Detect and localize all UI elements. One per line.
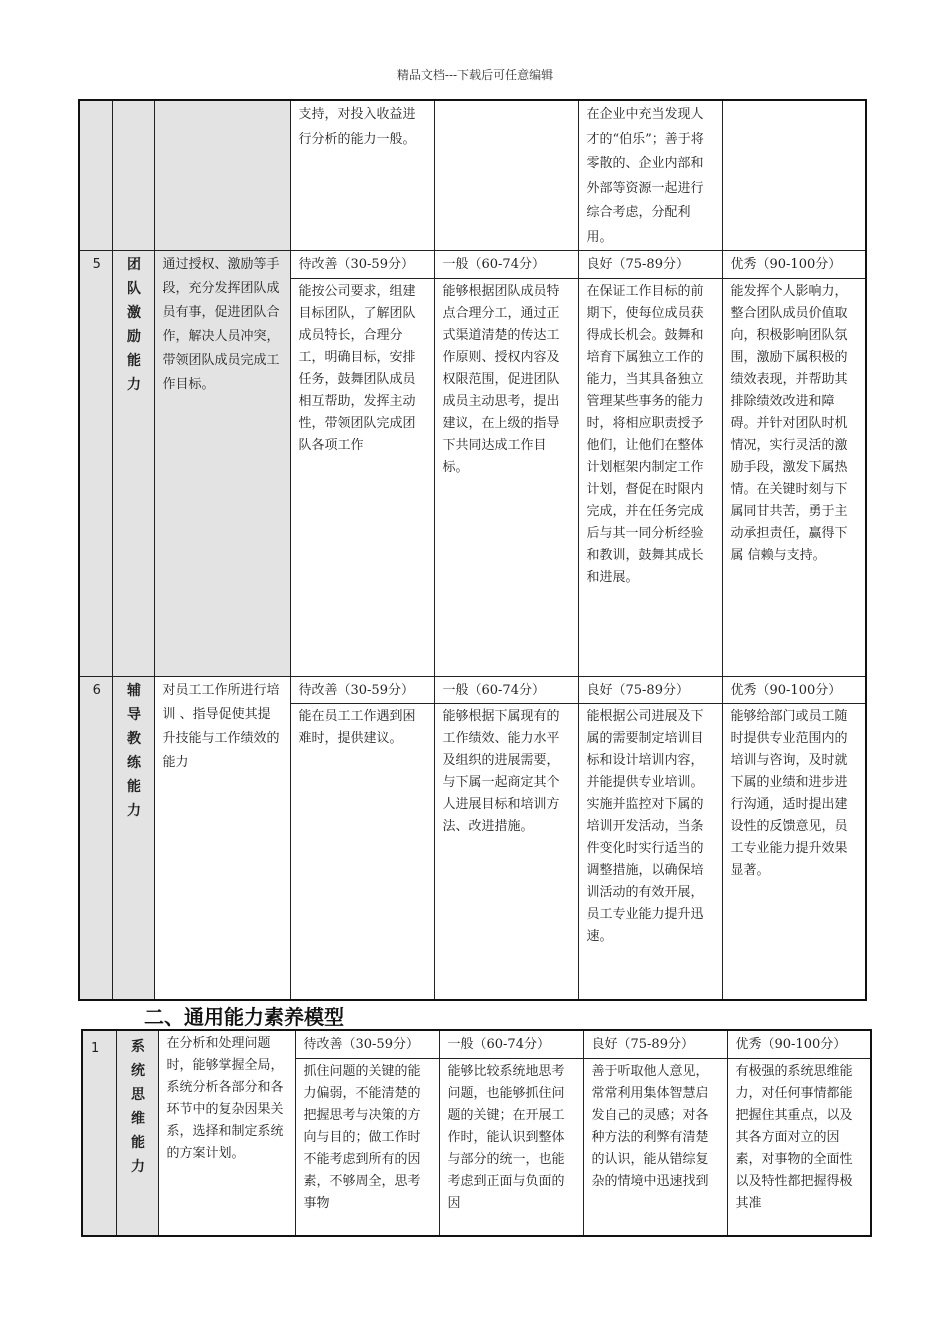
level-cell-general: 能够根据团队成员特点合理分工，通过正式渠道清楚的传达工作原则、授权内容及权限范围，促进团队成员主动思考，提出建议，在上级的指导下共同达成工作目标。 <box>434 278 578 676</box>
competency-name: 辅导教练能力 <box>112 676 154 1000</box>
section-title: 二、通用能力素养模型 <box>144 1005 344 1029</box>
level-cell-general: 能够比较系统地思考问题，也能够抓住问题的关键；在开展工作时，能认识到整体与部分的统一，也能考虑到正面与负面的因 <box>439 1058 583 1236</box>
competency-description: 通过授权、激励等手段，充分发挥团队成员有事，促进团队合作，解决人员冲突，带领团队成员完成工作目标。 <box>154 251 290 677</box>
level-cell-good: 能根据公司进展及下属的需要制定培训目标和设计培训内容，并能提供专业培训。实施并监控对下属的培训开发活动，当条件变化时实行适当的调整措施，以确保培训活动的有效开展，员工专业能力提升迅速。 <box>578 704 722 1000</box>
level-cell-general: 能够根据下属现有的工作绩效、能力水平及组织的进展需要，与下属一起商定其个人进展目标和培训方法、改进措施。 <box>434 704 578 1000</box>
level-cell-fair: 能在员工工作遇到困难时，提供建议。 <box>290 704 434 1000</box>
table-row-header <box>79 676 866 704</box>
level-cell-excellent: 能够给部门或员工随时提供专业范围内的培训与咨询，及时就下属的业绩和进步进行沟通，适时提出建设性的反馈意见，员工专业能力提升效果显著。 <box>722 704 866 1000</box>
description-cell <box>154 100 290 251</box>
level-header-general: 一般（60-74分） <box>434 251 578 279</box>
level-cell-fair: 抓住问题的关键的能力偏弱，不能清楚的把握思考与决策的方向与目的；做工作时不能考虑到所有的因素，不够周全，思考事物 <box>295 1058 439 1236</box>
document-header-note: 精品文档---下载后可任意编辑 <box>396 68 554 82</box>
competency-name: 系统思维能力 <box>116 1030 158 1236</box>
level-header-fair: 待改善（30-59分） <box>290 676 434 704</box>
level-cell-good: 在保证工作目标的前期下，使每位成员获得成长机会。鼓舞和培育下属独立工作的能力，当其具备独立管理某些事务的能力时，将相应职责授予他们，让他们在整体计划框架内制定工作计划，督促在时限内完成，并在任务完成后与其一同分析经验和教训，鼓舞其成长和进展。 <box>578 278 722 676</box>
num-cell <box>79 100 112 251</box>
level-header-excellent: 优秀（90-100分） <box>722 251 866 279</box>
level-header-good: 良好（75-89分） <box>578 251 722 279</box>
level-header-good: 良好（75-89分） <box>578 676 722 704</box>
table-row-header <box>82 1030 871 1058</box>
level-cell-good: 善于听取他人意见，常常利用集体智慧启发自己的灵感；对各种方法的利弊有清楚的认识，能从错综复杂的情境中迅速找到 <box>583 1058 727 1236</box>
level-cell-general <box>434 100 578 251</box>
table-row-header <box>79 251 866 279</box>
level-header-excellent: 优秀（90-100分） <box>722 676 866 704</box>
level-header-excellent: 优秀（90-100分） <box>727 1030 871 1058</box>
level-cell-excellent <box>722 100 866 251</box>
level-cell-excellent: 有极强的系统思维能力，对任何事情都能把握住其重点，以及其各方面对立的因素，对事物的全面性以及特性都把握得极其准 <box>727 1058 871 1236</box>
name-cell <box>112 100 154 251</box>
level-cell-good: 在企业中充当发现人才的“伯乐”；善于将零散的、企业内部和外部等资源一起进行综合考虑，分配利用。 <box>578 100 722 251</box>
level-header-fair: 待改善（30-59分） <box>290 251 434 279</box>
competency-description: 在分析和处理问题时，能够掌握全局，系统分析各部分和各环节中的复杂因果关系，选择和制定系统的方案计划。 <box>158 1030 295 1236</box>
level-cell-fair: 支持，对投入收益进行分析的能力一般。 <box>290 100 434 251</box>
level-cell-excellent: 能发挥个人影响力，整合团队成员价值取向，积极影响团队氛围，激励下属积极的绩效表现，并帮助其排除绩效改进和障碍。并针对团队时机情况，实行灵活的激励手段，激发下属热情。在关键时刻与下属同甘共苦，勇于主动承担责任，赢得下属 信赖与支持。 <box>722 278 866 676</box>
table-row-continuation <box>79 100 866 251</box>
level-header-general: 一般（60-74分） <box>434 676 578 704</box>
row-number: 1 <box>82 1030 116 1236</box>
row-number: 6 <box>79 676 112 1000</box>
row-number: 5 <box>79 251 112 677</box>
level-header-fair: 待改善（30-59分） <box>295 1030 439 1058</box>
competency-table-general <box>81 1029 872 1237</box>
level-header-general: 一般（60-74分） <box>439 1030 583 1058</box>
level-cell-fair: 能按公司要求，组建目标团队，了解团队成员特长，合理分工，明确目标，安排任务，鼓舞团队成员相互帮助，发挥主动性，带领团队完成团队各项工作 <box>290 278 434 676</box>
level-header-good: 良好（75-89分） <box>583 1030 727 1058</box>
competency-description: 对员工工作所进行培训 、指导促使其提升技能与工作绩效的能力 <box>154 676 290 1000</box>
competency-name: 团队激励能力 <box>112 251 154 677</box>
competency-table-management <box>78 99 867 1001</box>
